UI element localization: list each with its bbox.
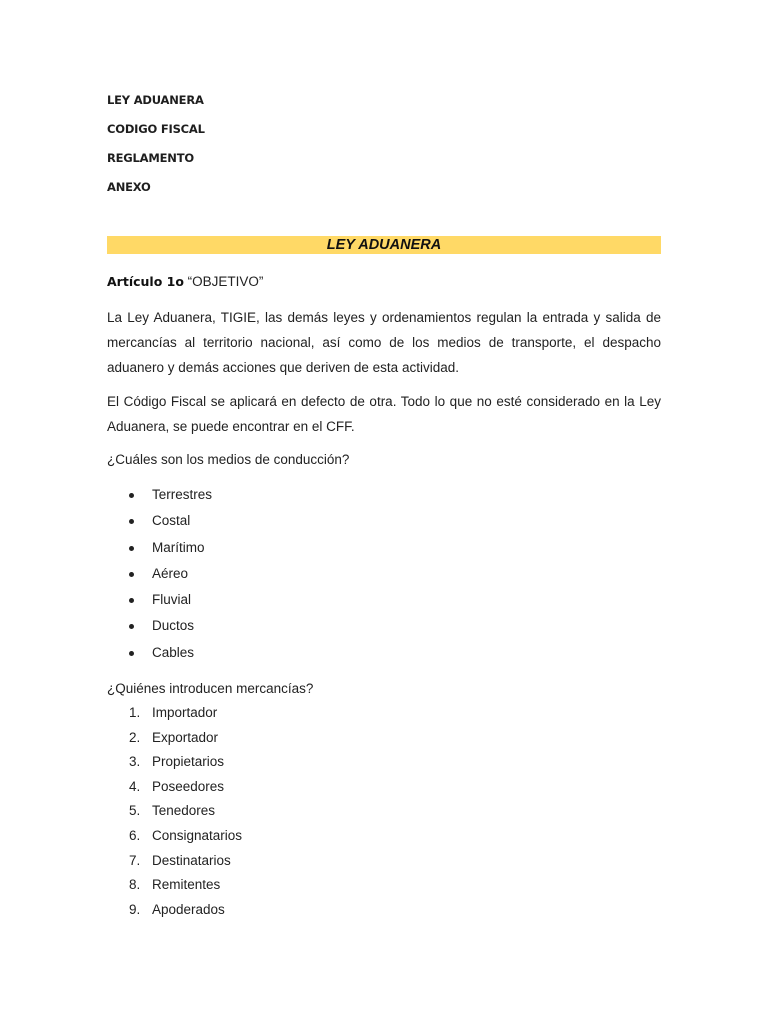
list-item bbox=[107, 703, 242, 728]
list-item-label: Fluvial bbox=[152, 592, 192, 608]
bullet-icon bbox=[129, 572, 134, 577]
bullet-icon bbox=[129, 519, 134, 524]
bullet-icon bbox=[129, 598, 134, 603]
list-item bbox=[107, 564, 212, 590]
toc-item-codigo-fiscal: CODIGO FISCAL bbox=[107, 122, 205, 136]
list-item-label: Exportador bbox=[152, 729, 219, 745]
paragraph-codigo-fiscal: El Código Fiscal se aplicará en defecto de otra. Todo lo que no esté considerado en la Ley Aduanera, se puede encontrar en el CFF. bbox=[107, 394, 661, 434]
list-item-label: Aéreo bbox=[152, 565, 189, 581]
section-banner: LEY ADUANERA bbox=[107, 236, 661, 254]
introducen-list bbox=[107, 703, 242, 924]
list-item bbox=[107, 752, 242, 777]
paragraph-ley-aduanera: La Ley Aduanera, TIGIE, las demás leyes y ordenamientos regulan la entrada y salida de mercancías al territorio nacional, así como de los medios de transporte, el despacho aduanero y demás acciones que deriven de esta actividad. bbox=[107, 310, 661, 375]
list-item-label: Importador bbox=[152, 705, 218, 720]
list-item-label: Tenedores bbox=[152, 803, 216, 819]
list-number: 5. bbox=[129, 803, 141, 819]
list-item-label: Consignatarios bbox=[152, 827, 243, 843]
list-item bbox=[107, 485, 212, 511]
list-item-label: Destinatarios bbox=[152, 852, 231, 868]
list-number: 3. bbox=[129, 754, 141, 770]
list-number: 1. bbox=[129, 705, 141, 720]
bullet-icon bbox=[129, 651, 134, 656]
question-introducen: ¿Quiénes introducen mercancías? bbox=[107, 681, 314, 696]
list-item-label: Cables bbox=[152, 644, 195, 660]
list-item bbox=[107, 511, 212, 537]
list-item-label: Apoderados bbox=[152, 901, 225, 917]
list-item-label: Propietarios bbox=[152, 754, 225, 770]
article-label: Artículo 1o bbox=[107, 274, 184, 289]
list-item-label: Terrestres bbox=[152, 487, 213, 502]
list-number: 4. bbox=[129, 778, 141, 794]
list-item bbox=[107, 643, 212, 669]
toc-item-anexo: ANEXO bbox=[107, 180, 151, 194]
list-number: 7. bbox=[129, 852, 141, 868]
list-item bbox=[107, 826, 242, 851]
list-item bbox=[107, 538, 212, 564]
list-item-label: Remitentes bbox=[152, 877, 221, 893]
list-item-label: Ductos bbox=[152, 618, 195, 634]
list-item bbox=[107, 900, 242, 925]
table-of-contents bbox=[107, 92, 205, 208]
list-number: 6. bbox=[129, 827, 141, 843]
bullet-icon bbox=[129, 546, 134, 551]
question-medios: ¿Cuáles son los medios de conducción? bbox=[107, 452, 350, 467]
list-item-label: Poseedores bbox=[152, 778, 225, 794]
bullet-icon bbox=[129, 624, 134, 629]
toc-item-ley-aduanera: LEY ADUANERA bbox=[107, 93, 204, 107]
list-number: 2. bbox=[129, 729, 141, 745]
list-item bbox=[107, 590, 212, 616]
list-number: 8. bbox=[129, 877, 141, 893]
list-item bbox=[107, 777, 242, 802]
bullet-icon bbox=[129, 493, 134, 498]
list-item bbox=[107, 801, 242, 826]
toc-item-reglamento: REGLAMENTO bbox=[107, 151, 194, 165]
article-subtitle: “OBJETIVO” bbox=[183, 274, 264, 289]
article-heading bbox=[107, 273, 263, 291]
medios-list bbox=[107, 485, 212, 669]
list-number: 9. bbox=[129, 901, 141, 917]
list-item bbox=[107, 616, 212, 642]
list-item-label: Costal bbox=[152, 513, 191, 529]
list-item bbox=[107, 875, 242, 900]
list-item bbox=[107, 728, 242, 753]
list-item bbox=[107, 851, 242, 876]
list-item-label: Marítimo bbox=[152, 539, 205, 555]
